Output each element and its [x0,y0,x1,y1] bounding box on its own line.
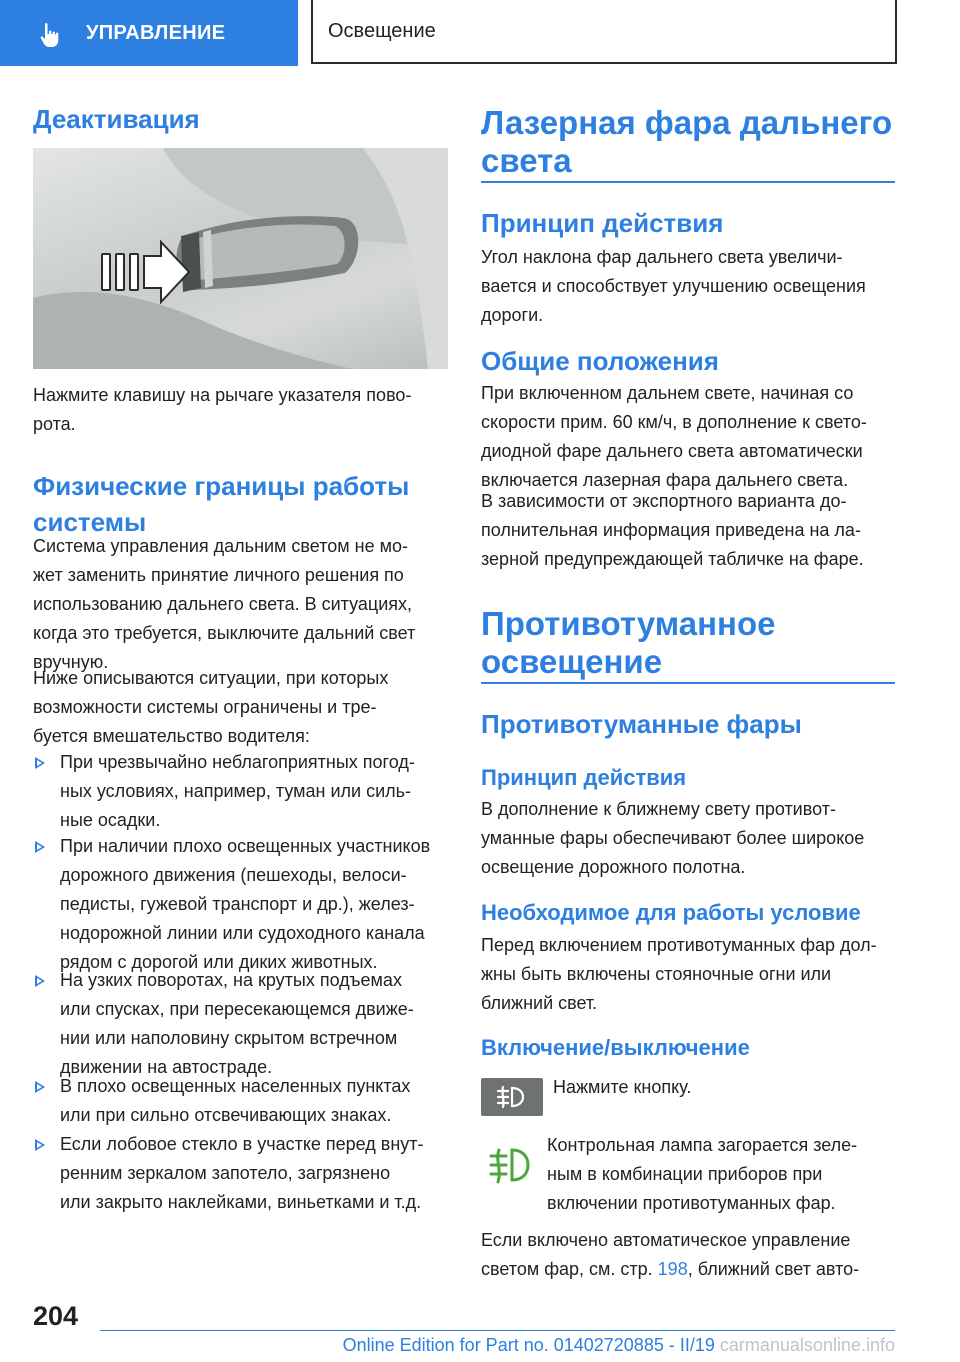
deactivation-heading: Деактивация [33,104,200,134]
condition-text: Перед включением противотуманных фар дол- жны быть включены стояночные огни или ближний свет. [481,935,877,1013]
turn-signal-lever-button-photo [33,148,448,369]
watermark-text: carmanualsonline.info [719,1335,895,1355]
bullet-triangle-icon [35,1139,45,1151]
fog-principle-text: В дополнение к ближнему свету противот- уманные фары обеспечивают более широкое освещение дорожного полотна. [481,799,865,877]
on-off-heading: Включение/выключение [481,1035,750,1060]
list-item-text: При чрезвычайно неблагоприятных погод- ных условиях, например, туман или силь- ные осадки. [60,752,415,830]
section-tab [0,0,298,66]
page-link-198[interactable]: 198 [657,1259,688,1279]
chapter-header [311,0,897,64]
fog-light-indicator-icon [481,1140,543,1190]
list-item-text: В плохо освещенных населенных пунктах или при сильно отсвечивающих знаках. [60,1076,411,1125]
list-item-text: При наличии плохо освещенных участников дорожного движения (пешеходы, велоси- педисты, гужевой транспорт и др.), желез- нодорожной линии или судоходного канала рядом с дорогой или диких животных. [60,836,431,972]
hand-pointer-icon [40,22,64,48]
edition-footer [282,1335,895,1356]
press-lever-text: Нажмите клавишу на рычаге указателя пово- рота. [33,385,412,434]
limits-paragraph-2: Ниже описываются ситуации, при которых возможности системы ограничены и тре- буется вмешательство водителя: [33,668,389,746]
limits-heading: Физические границы работы системы [33,471,410,537]
auto-text-start: Если включено автоматическое управление светом фар, см. стр. [481,1230,851,1279]
fog-lights-heading: Противотуманные фары [481,709,802,739]
fog-light-button [481,1078,543,1116]
fog-lighting-heading: Противотуманное освещение [481,605,776,680]
list-item-text: На узких поворотах, на крутых подъемах или спусках, при пересекающемся движе- нии или наполовину скрытом встречном движении на автостраде. [60,970,414,1077]
principle-heading: Принцип действия [481,208,724,238]
section-tab-label: УПРАВЛЕНИЕ [86,22,226,44]
bullet-triangle-icon [35,975,45,987]
condition-heading: Необходимое для работы условие [481,900,861,925]
chapter-title: Освещение [328,20,436,42]
auto-text-end: , ближний свет авто- [687,1259,860,1279]
bullet-triangle-icon [35,757,45,769]
bullet-triangle-icon [35,1081,45,1093]
turn-signal-lever-photo [33,148,448,369]
auto-light-paragraph [481,1226,895,1284]
fog-light-indicator [481,1140,543,1190]
limits-paragraph-1: Система управления дальним светом не мо- жет заменить принятие личного решения по использованию дальнего света. В ситуациях, когда это требуется, выключите дальний свет вручную. [33,536,416,672]
list-item-text: Если лобовое стекло в участке перед внут- ренним зеркалом запотело, загрязнено или закрыто наклейками, виньетками и т.д. [60,1134,424,1212]
press-button-text: Нажмите кнопку. [553,1077,692,1097]
indicator-text: Контрольная лампа загорается зеле- ным в комбинации приборов при включении противотуманных фар. [547,1135,858,1213]
edition-text: Online Edition for Part no. 01402720885 - II/19 [342,1335,715,1355]
fog-principle-heading: Принцип действия [481,765,687,790]
general-paragraph-2: В зависимости от экспортного варианта до- полнительная информация приведена на ла- зерной предупреждающей табличке на фаре. [481,491,864,569]
general-paragraph-1: При включенном дальнем свете, начиная со скорости прим. 60 км/ч, в дополнение к свето- диодной фаре дальнего света автоматически включается лазерная фара дальнего света. [481,383,867,490]
bullet-triangle-icon [35,841,45,853]
section-divider [481,682,895,684]
general-heading: Общие положения [481,346,719,376]
fog-light-button-icon [481,1078,543,1116]
page-number: 204 [33,1301,79,1331]
laser-high-beam-heading: Лазерная фара дальнего света [481,104,893,179]
footer-divider [100,1330,895,1331]
section-divider [481,181,895,183]
principle-text: Угол наклона фар дальнего света увеличи- вается и способствует улучшению освещения дороги. [481,247,866,325]
